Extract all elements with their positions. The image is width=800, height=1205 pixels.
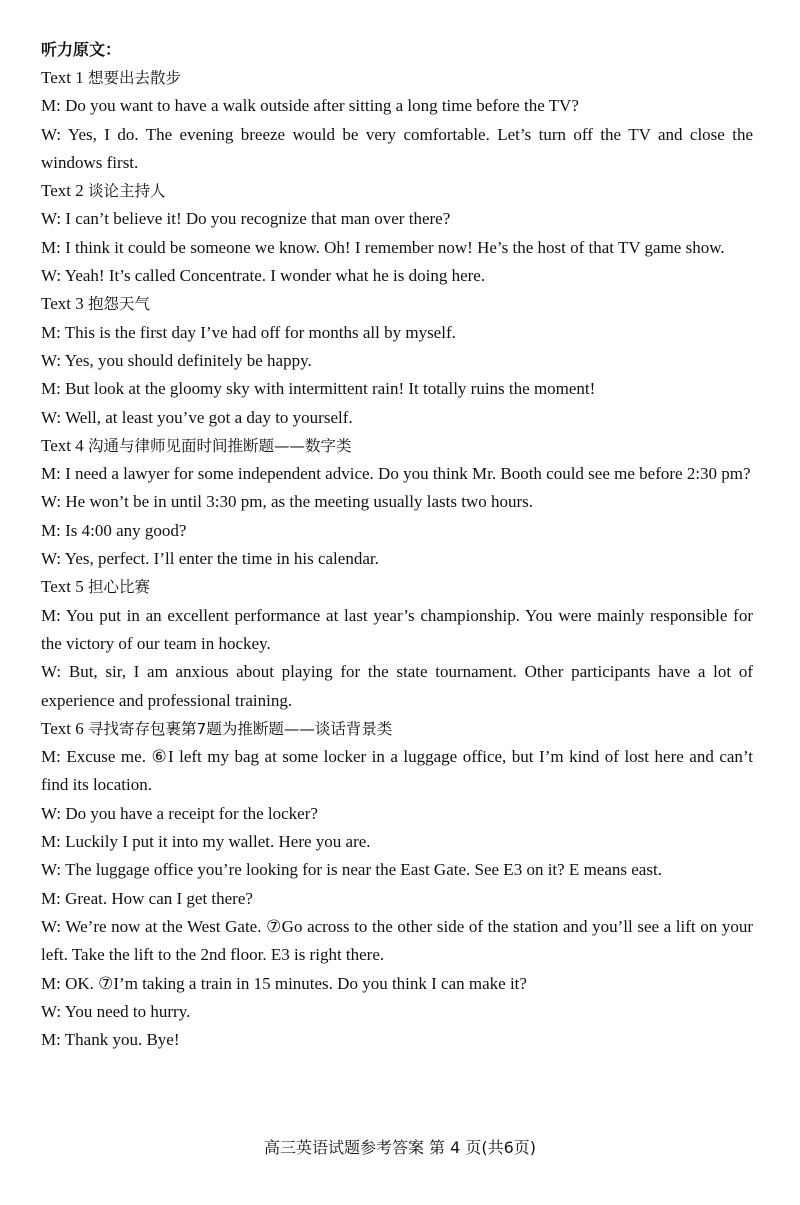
text-4-label: Text 4 [41, 435, 84, 455]
text-6-title [41, 715, 753, 743]
dialogue-line: M: Excuse me. ⑥I left my bag at some locker in a luggage office, but I’m kind of lost here and can’t find its location. [41, 747, 753, 795]
dialogue-line: W: Well, at least you’ve got a day to yourself. [41, 407, 353, 427]
text-3-topic: 抱怨天气 [87, 295, 150, 314]
text-4-title [41, 432, 753, 460]
dialogue-line: W: Yeah! It’s called Concentrate. I wonder what he is doing here. [41, 266, 486, 286]
text-6-label: Text 6 [41, 718, 84, 738]
dialogue-line: W: He won’t be in until 3:30 pm, as the meeting usually lasts two hours. [41, 492, 533, 512]
transcript-page [41, 36, 753, 1054]
text-5-topic: 担心比赛 [87, 578, 150, 597]
dialogue-line: W: Yes, perfect. I’ll enter the time in his calendar. [41, 549, 379, 569]
dialogue-line: M: Thank you. Bye! [41, 1030, 180, 1050]
text-2-title [41, 177, 753, 205]
dialogue-line: M: But look at the gloomy sky with intermittent rain! It totally ruins the moment! [41, 379, 596, 399]
dialogue-line: M: OK. ⑦I’m taking a train in 15 minutes. Do you think I can make it? [41, 973, 527, 993]
text-1-label: Text 1 [41, 68, 84, 87]
dialogue-line: W: But, sir, I am anxious about playing for the state tournament. Other participants have a lot of experience and professional training. [41, 662, 753, 710]
transcript-heading: 听力原文： [41, 40, 122, 59]
dialogue-line: M: Luckily I put it into my wallet. Here you are. [41, 832, 371, 852]
dialogue-line: M: Do you want to have a walk outside after sitting a long time before the TV? [41, 96, 579, 116]
dialogue-line: W: The luggage office you’re looking for is near the East Gate. See E3 on it? E means east. [41, 860, 662, 880]
dialogue-line: W: Yes, you should definitely be happy. [41, 350, 312, 370]
text-2-label: Text 2 [41, 181, 84, 201]
dialogue-line: M: Is 4:00 any good? [41, 520, 187, 540]
dialogue-line: W: I can’t believe it! Do you recognize that man over there? [41, 209, 451, 229]
page-footer: 高三英语试题参考答案 第 4 页(共6页) [263, 1138, 537, 1157]
text-5-title [41, 573, 753, 601]
text-4-topic: 沟通与律师见面时间推断题——数字类 [87, 436, 352, 455]
dialogue-line: W: You need to hurry. [41, 1001, 191, 1021]
text-1-topic: 想要出去散步 [87, 69, 181, 87]
text-1-title [41, 64, 753, 92]
text-2-topic: 谈论主持人 [87, 182, 166, 201]
text-6-topic: 寻找寄存包裹第7题为推断题——谈话背景类 [87, 719, 393, 738]
dialogue-line: W: Yes, I do. The evening breeze would be very comfortable. Let’s turn off the TV and close the windows first. [41, 124, 753, 172]
text-3-label: Text 3 [41, 294, 84, 314]
dialogue-line: W: Do you have a receipt for the locker? [41, 803, 318, 823]
dialogue-line: M: I think it could be someone we know. Oh! I remember now! He’s the host of that TV game show. [41, 237, 725, 257]
dialogue-line: M: I need a lawyer for some independent advice. Do you think Mr. Booth could see me before 2:30 pm? [41, 464, 751, 484]
dialogue-line: W: We’re now at the West Gate. ⑦Go across to the other side of the station and you’ll see a lift on your left. Take the lift to the 2nd floor. E3 is right there. [41, 916, 753, 965]
text-5-label: Text 5 [41, 577, 84, 597]
dialogue-line: M: You put in an excellent performance at last year’s championship. You were mainly responsible for the victory of our team in hockey. [41, 605, 753, 653]
dialogue-line: M: Great. How can I get there? [41, 888, 253, 908]
dialogue-line: M: This is the first day I’ve had off for months all by myself. [41, 322, 456, 342]
text-3-title [41, 290, 753, 318]
